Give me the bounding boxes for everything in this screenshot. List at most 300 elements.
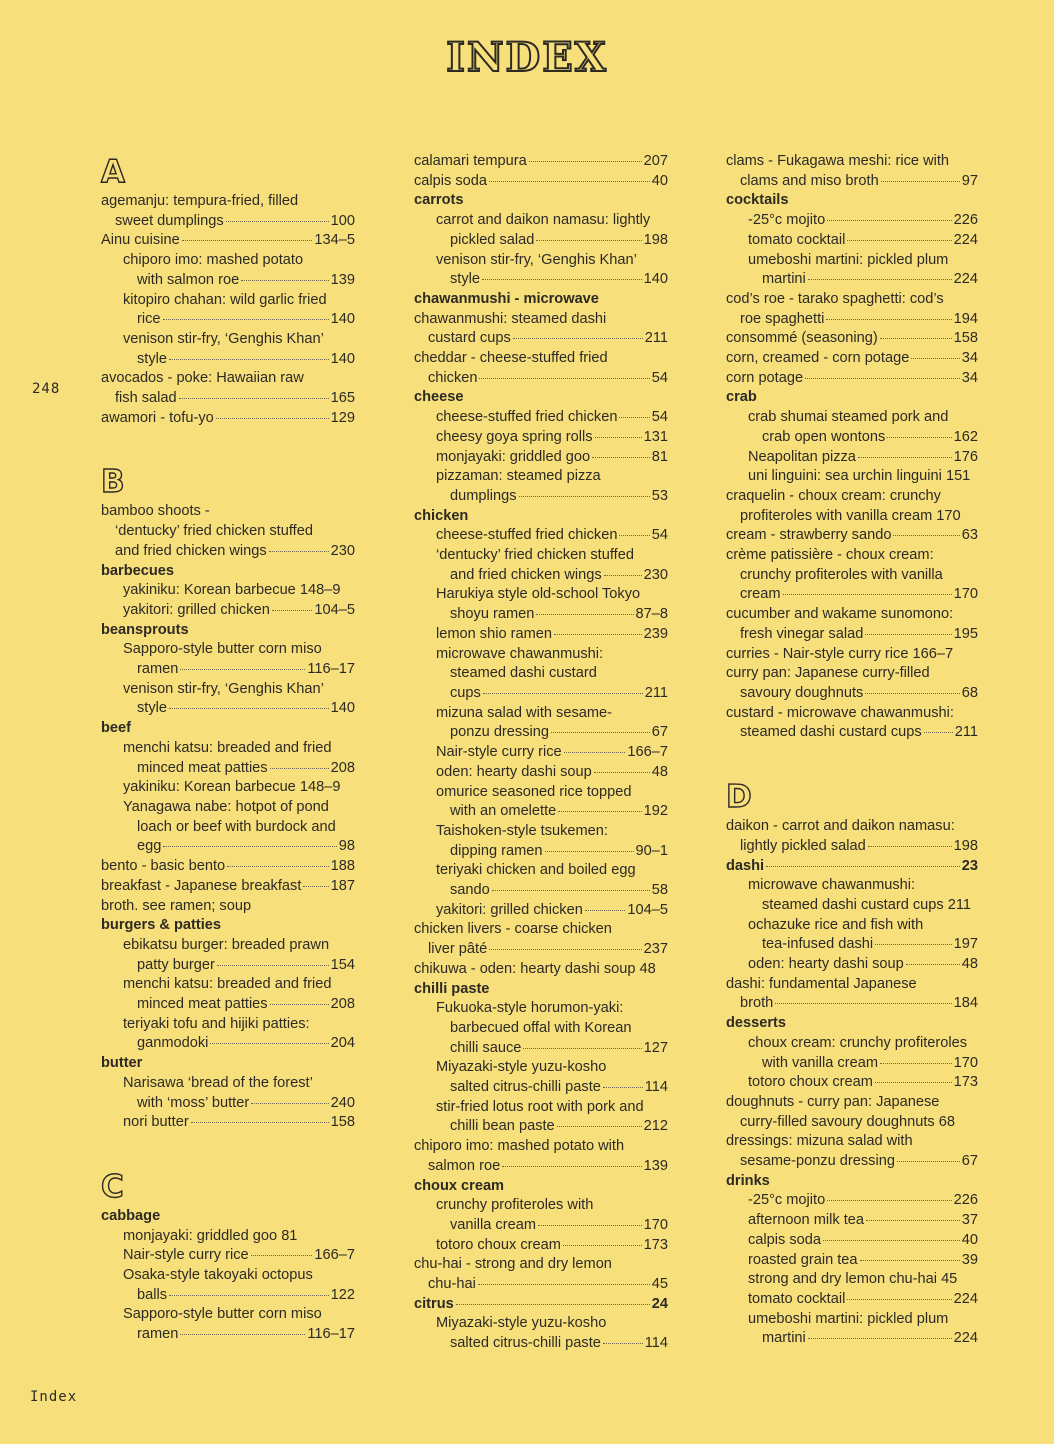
index-subentry [414, 467, 668, 506]
page-ref: 165 [330, 390, 355, 407]
entry-line [123, 310, 355, 330]
entry-text: cream [740, 586, 781, 603]
entry-line [436, 1334, 668, 1354]
entry-text: fresh vinegar salad [740, 625, 864, 642]
index-entry [414, 920, 668, 959]
entry-text: yakiniku: Korean barbecue 148–9 [123, 582, 341, 599]
index-entry [101, 877, 355, 897]
index-entry [414, 172, 668, 192]
entry-text: awamori - tofu-yo [101, 409, 214, 426]
index-entry [414, 349, 668, 388]
index-subentry [101, 680, 355, 719]
index-subentry [726, 1191, 978, 1211]
index-entry [101, 562, 355, 582]
page-ref: 226 [953, 1192, 978, 1209]
dot-leader [492, 890, 650, 891]
entry-text: roe spaghetti [740, 310, 825, 327]
entry-text: patty burger [137, 956, 215, 973]
entry-text: curry pan: Japanese curry-filled [726, 665, 930, 682]
dot-leader [906, 964, 960, 965]
index-subentry [414, 251, 668, 290]
entry-text: chilli sauce [450, 1039, 522, 1056]
entry-text: agemanju: tempura-fried, filled [101, 193, 299, 209]
entry-text: corn potage [726, 369, 804, 386]
dot-leader [875, 1082, 952, 1083]
dot-leader [823, 1240, 960, 1241]
dot-leader [545, 851, 634, 852]
dot-leader [860, 1260, 960, 1261]
index-entry [101, 719, 355, 739]
dot-leader [169, 1295, 329, 1296]
entry-text: mizuna salad with sesame- [436, 704, 613, 721]
dot-leader [210, 1043, 328, 1044]
entry-text: cheesy goya spring rolls [436, 428, 593, 445]
dot-leader [866, 1220, 960, 1221]
entry-line [101, 857, 355, 877]
entry-text: lightly pickled salad [740, 837, 866, 854]
dot-leader [604, 575, 642, 576]
index-entry [726, 975, 978, 1014]
dot-leader [911, 358, 959, 359]
entry-text: totoro choux cream [748, 1074, 873, 1091]
entry-text: sesame-ponzu dressing [740, 1153, 895, 1170]
entry-text: cabbage [101, 1207, 161, 1224]
page-ref: 68 [961, 684, 978, 701]
entry-line [414, 1157, 668, 1177]
index-subentry [414, 783, 668, 822]
page-ref: 154 [330, 956, 355, 973]
entry-text: breakfast - Japanese breakfast [101, 877, 302, 894]
index-column-3 [726, 152, 978, 1349]
page-ref: 140 [330, 311, 355, 328]
entry-text: roasted grain tea [748, 1251, 858, 1268]
entry-text: minced meat patties [137, 996, 268, 1013]
entry-text: cheddar - cheese-stuffed fried [414, 350, 608, 367]
page-ref: 81 [651, 448, 668, 465]
page-ref: 176 [953, 448, 978, 465]
page-ref: 195 [953, 625, 978, 642]
page-ref: 40 [651, 172, 668, 189]
index-subentry [414, 585, 668, 624]
page-ref: 114 [644, 1335, 668, 1352]
index-entry [726, 388, 978, 408]
entry-text: chikuwa - oden: hearty dashi soup 48 [414, 960, 656, 977]
entry-text: barbecues [101, 562, 175, 579]
entry-line [748, 428, 978, 448]
entry-line [748, 270, 978, 290]
index-subentry [101, 1074, 355, 1113]
index-subentry [414, 1098, 668, 1137]
index-subentry [414, 625, 668, 645]
entry-line [436, 1117, 668, 1137]
page-ref: 240 [330, 1094, 355, 1111]
entry-line [726, 723, 978, 743]
index-subentry [414, 1196, 668, 1235]
page-ref: 40 [961, 1231, 978, 1248]
page-ref: 166–7 [314, 1247, 355, 1264]
page-ref: 87–8 [635, 606, 668, 623]
entry-text: chilli bean paste [450, 1118, 555, 1135]
index-subentry [101, 251, 355, 290]
entry-line [101, 877, 355, 897]
dot-leader [924, 732, 953, 733]
entry-text: beansprouts [101, 621, 189, 638]
page-ref: 34 [961, 369, 978, 386]
dot-leader [489, 949, 641, 950]
entry-text: Ainu cuisine [101, 232, 180, 249]
entry-line [436, 1078, 668, 1098]
index-subentry [101, 798, 355, 857]
entry-line [123, 1113, 355, 1133]
entry-text: venison stir-fry, ‘Genghis Khan’ [123, 330, 324, 347]
page-number: 248 [32, 381, 61, 397]
entry-line [748, 1231, 978, 1251]
entry-line [436, 408, 668, 428]
index-subentry [726, 1231, 978, 1251]
entry-line [726, 329, 978, 349]
entry-text: yakitori: grilled chicken [436, 901, 583, 918]
running-footer: Index [30, 1389, 78, 1405]
entry-text: crab shumai steamed pork and [748, 409, 949, 426]
page-ref: 208 [330, 759, 355, 776]
entry-text: martini [762, 1330, 806, 1347]
index-entry [414, 388, 668, 408]
section-gap [101, 428, 355, 462]
entry-text: bento - basic bento [101, 858, 226, 875]
entry-text: and fried chicken wings [450, 566, 602, 583]
entry-text: daikon - carrot and daikon namasu: [726, 818, 955, 835]
entry-text: teriyaki tofu and hijiki patties: [123, 1015, 310, 1032]
entry-line [123, 601, 355, 621]
entry-text: shoyu ramen [450, 606, 535, 623]
entry-text: yakiniku: Korean barbecue 148–9 [123, 779, 341, 796]
index-subentry [414, 645, 668, 704]
entry-text: Harukiya style old-school Tokyo [436, 586, 641, 603]
dot-leader [502, 1166, 641, 1167]
page-ref: 224 [953, 231, 978, 248]
entry-text: teriyaki chicken and boiled egg [436, 862, 636, 879]
page-ref: 39 [961, 1251, 978, 1268]
section-letter: D [726, 779, 752, 816]
entry-text: pizzaman: steamed pizza [436, 468, 601, 485]
page-ref: 134–5 [314, 232, 355, 249]
entry-text: cod’s roe - tarako spaghetti: cod’s [726, 290, 944, 307]
entry-text: cups [450, 684, 481, 701]
entry-text: balls [137, 1286, 168, 1303]
dot-leader [482, 279, 642, 280]
dot-leader [538, 1225, 642, 1226]
entry-text: and fried chicken wings [115, 542, 267, 559]
entry-text: butter [101, 1055, 143, 1072]
index-entry [414, 960, 668, 980]
index-subentry [726, 876, 978, 915]
index-subentry [101, 1246, 355, 1266]
dot-leader [881, 181, 960, 182]
entry-line [123, 271, 355, 291]
entry-text: crab open wontons [762, 428, 886, 445]
dot-leader [513, 338, 643, 339]
index-subentry [414, 763, 668, 783]
dot-leader [551, 732, 650, 733]
entry-text: crunchy profiteroles with [436, 1197, 594, 1214]
page-ref: 224 [953, 1290, 978, 1307]
index-subentry [101, 1015, 355, 1054]
entry-text: calamari tempura [414, 153, 527, 169]
entry-text: sweet dumplings [115, 212, 224, 229]
entry-text: salted citrus-chilli paste [450, 1335, 601, 1352]
page-ref: 122 [330, 1286, 355, 1303]
entry-text: Miyazaki-style yuzu-kosho [436, 1059, 607, 1076]
dot-leader [865, 634, 951, 635]
entry-line [414, 329, 668, 349]
index-subentry [414, 743, 668, 763]
page-ref: 116–17 [307, 1326, 355, 1343]
dot-leader [865, 693, 959, 694]
index-entry [101, 897, 355, 917]
entry-text: carrot and daikon namasu: lightly [436, 212, 651, 229]
index-subentry [414, 861, 668, 900]
dot-leader [216, 418, 329, 419]
dot-leader [858, 457, 952, 458]
page-ref: 170 [643, 1216, 668, 1233]
entry-text: with vanilla cream [762, 1054, 878, 1071]
entry-text: ochazuke rice and fish with [748, 916, 924, 933]
page-ref: 226 [953, 212, 978, 229]
page-ref: 58 [651, 882, 668, 899]
entry-text: desserts [726, 1015, 787, 1032]
entry-line [436, 723, 668, 743]
entry-text: style [137, 350, 168, 367]
page-ref: 67 [651, 724, 668, 741]
entry-line [436, 881, 668, 901]
entry-line [726, 684, 978, 704]
entry-line [748, 1073, 978, 1093]
index-subentry [101, 330, 355, 369]
index-entry [101, 916, 355, 936]
index-entry [101, 231, 355, 251]
entry-text: uni linguini: sea urchin linguini 151 [748, 468, 971, 485]
index-entry [726, 369, 978, 389]
index-subentry [101, 1113, 355, 1133]
dot-leader [827, 220, 951, 221]
entry-text: monjayaki: griddled goo 81 [123, 1227, 298, 1244]
entry-line [726, 625, 978, 645]
dot-leader [182, 240, 313, 241]
entry-text: dressings: mizuna salad with [726, 1133, 913, 1150]
index-subentry [414, 704, 668, 743]
entry-text: oden: hearty dashi soup [436, 763, 592, 780]
entry-text: choux cream [414, 1177, 505, 1194]
dot-leader [536, 240, 641, 241]
entry-line [436, 605, 668, 625]
index-subentry [414, 1058, 668, 1097]
entry-text: microwave chawanmushi: [748, 877, 916, 894]
dot-leader [897, 1161, 960, 1162]
entry-line [726, 310, 978, 330]
index-entry [414, 290, 668, 310]
entry-text: Yanagawa nabe: hotpot of pond [123, 798, 329, 815]
entry-text: chicken livers - coarse chicken [414, 921, 612, 938]
index-entry [726, 487, 978, 526]
page-ref: 166–7 [627, 744, 668, 761]
index-column-2 [414, 152, 668, 1354]
dot-leader [868, 846, 952, 847]
section-gap [726, 743, 978, 777]
entry-text: with an omelette [450, 803, 557, 820]
dot-leader [303, 886, 328, 887]
page-ref: 197 [953, 936, 978, 953]
entry-text: chu-hai - strong and dry lemon [414, 1256, 612, 1273]
index-subentry [414, 448, 668, 468]
entry-text: venison stir-fry, ‘Genghis Khan’ [436, 251, 637, 268]
entry-text: menchi katsu: breaded and fried [123, 976, 332, 993]
index-entry [726, 290, 978, 329]
index-entry [414, 191, 668, 211]
entry-text: fish salad [115, 390, 177, 407]
entry-text: bamboo shoots - [101, 503, 210, 520]
page-ref: 104–5 [627, 901, 668, 918]
page-ref: 104–5 [314, 601, 355, 618]
dot-leader [826, 319, 951, 320]
entry-line [101, 231, 355, 251]
dot-leader [564, 752, 626, 753]
page-ref: 140 [330, 700, 355, 717]
entry-text: yakitori: grilled chicken [123, 601, 270, 618]
entry-text: salted citrus-chilli paste [450, 1079, 601, 1096]
index-entry [726, 1132, 978, 1171]
index-subentry [726, 1211, 978, 1231]
entry-text: -25°c mojito [748, 212, 826, 229]
entry-text: chilli paste [414, 980, 490, 997]
dot-leader [603, 1343, 643, 1344]
index-entry [726, 645, 978, 665]
dot-leader [808, 1338, 952, 1339]
index-subentry [414, 211, 668, 250]
entry-text: avocados - poke: Hawaiian raw [101, 370, 304, 387]
entry-text: strong and dry lemon chu-hai 45 [748, 1271, 958, 1288]
section-gap [101, 1133, 355, 1167]
page-ref: 116–17 [307, 661, 355, 678]
entry-text: Nair-style curry rice [436, 744, 562, 761]
entry-text: cheese-stuffed fried chicken [436, 527, 618, 544]
entry-line [748, 1251, 978, 1271]
index-subentry [414, 1314, 668, 1353]
dot-leader [180, 1334, 305, 1335]
entry-text: ‘dentucky’ fried chicken stuffed [115, 523, 313, 540]
entry-line [436, 487, 668, 507]
entry-text: consommé (seasoning) [726, 330, 878, 347]
entry-text: custard - microwave chawanmushi: [726, 704, 954, 721]
page-ref: 173 [953, 1074, 978, 1091]
entry-text: style [137, 700, 168, 717]
entry-text: steamed dashi custard cups [740, 724, 922, 741]
entry-text: tomato cocktail [748, 1290, 846, 1307]
entry-text: chicken [414, 507, 469, 524]
entry-text: clams - Fukagawa meshi: rice with [726, 153, 950, 169]
entry-text: dumplings [450, 487, 517, 504]
dot-leader [226, 221, 329, 222]
entry-line [436, 428, 668, 448]
entry-line [123, 995, 355, 1015]
entry-text: stir-fried lotus root with pork and [436, 1098, 644, 1115]
dot-leader [592, 457, 650, 458]
page-ref: 204 [330, 1035, 355, 1052]
page-ref: 24 [651, 1295, 668, 1312]
page-ref: 97 [961, 172, 978, 189]
page-ref: 140 [643, 271, 668, 288]
entry-line [436, 270, 668, 290]
page-ref: 211 [644, 330, 668, 347]
entry-line [123, 660, 355, 680]
index-subentry [726, 448, 978, 468]
entry-text: profiteroles with vanilla cream 170 [740, 507, 961, 524]
page-ref: 170 [953, 1054, 978, 1071]
index-entry [101, 621, 355, 641]
entry-text: kitopiro chahan: wild garlic fried [123, 291, 327, 308]
page-ref: 54 [651, 369, 668, 386]
dot-leader [893, 535, 959, 536]
dot-leader [847, 1299, 951, 1300]
entry-text: Sapporo-style butter corn miso [123, 1306, 322, 1323]
entry-text: steamed dashi custard cups 211 [762, 896, 972, 913]
index-entry [101, 369, 355, 408]
page-ref: 127 [643, 1039, 668, 1056]
page-ref: 187 [330, 877, 355, 894]
entry-line [748, 1054, 978, 1074]
dot-leader [169, 359, 329, 360]
entry-text: nori butter [123, 1114, 189, 1131]
entry-text: monjayaki: griddled goo [436, 448, 591, 465]
entry-text: craquelin - choux cream: crunchy [726, 487, 941, 504]
entry-text: cheese [414, 389, 464, 406]
entry-line [414, 152, 668, 172]
page-ref: 90–1 [635, 842, 668, 859]
entry-text: chicken [428, 369, 478, 386]
entry-text: salmon roe [428, 1157, 501, 1174]
entry-line [748, 935, 978, 955]
entry-text: calpis soda [414, 172, 488, 189]
entry-text: savoury doughnuts [740, 684, 864, 701]
index-entry [414, 980, 668, 1000]
entry-text: Miyazaki-style yuzu-kosho [436, 1315, 607, 1332]
index-entry [726, 526, 978, 546]
index-entry [414, 507, 668, 527]
index-entry [726, 349, 978, 369]
entry-text: broth. see ramen; soup [101, 897, 252, 914]
entry-line [123, 837, 355, 857]
index-subentry [726, 955, 978, 975]
entry-text: dashi [726, 857, 765, 874]
index-subentry [101, 1266, 355, 1305]
entry-text: totoro choux cream [436, 1236, 561, 1253]
page-ref: 53 [651, 487, 668, 504]
index-entry [414, 152, 668, 172]
entry-text: cucumber and wakame sunomono: [726, 606, 954, 623]
entry-text: ramen [137, 1326, 179, 1343]
index-entry [101, 192, 355, 231]
entry-text: citrus [414, 1295, 454, 1312]
index-subentry [414, 408, 668, 428]
entry-line [436, 526, 668, 546]
entry-line [414, 172, 668, 192]
dot-leader [478, 1284, 650, 1285]
dot-leader [272, 610, 313, 611]
entry-line [414, 1295, 668, 1315]
entry-line [101, 542, 355, 562]
index-subentry [101, 601, 355, 621]
dot-leader [251, 1255, 313, 1256]
dot-leader [783, 594, 952, 595]
